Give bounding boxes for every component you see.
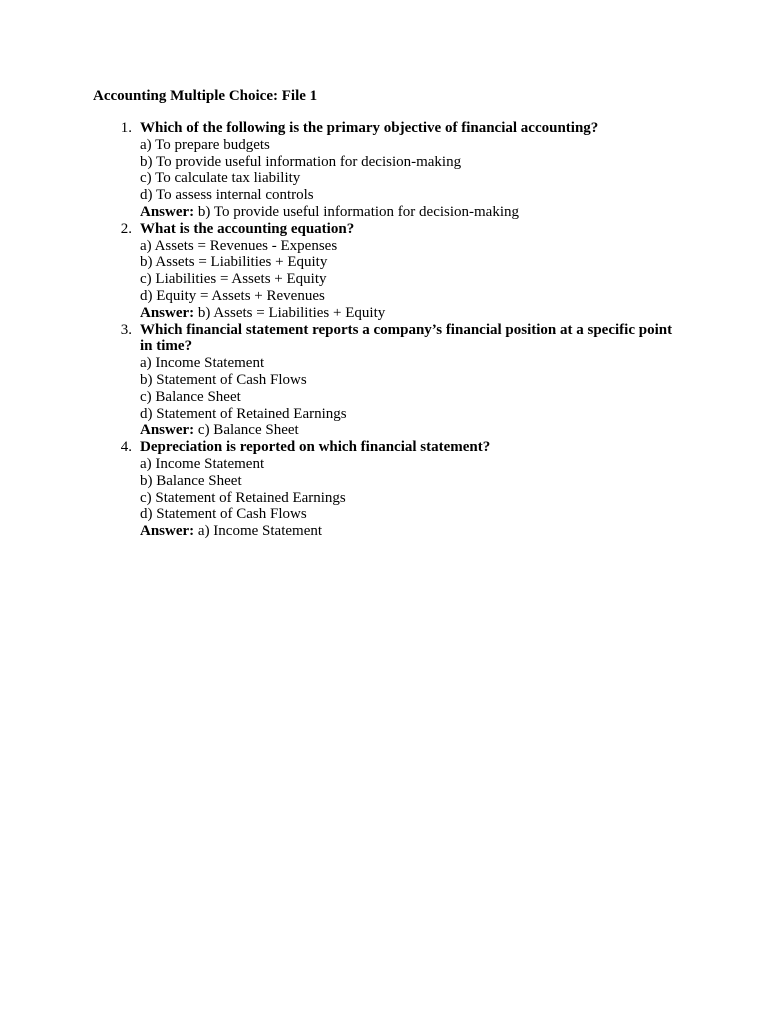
answer-label: Answer: xyxy=(140,422,195,439)
question-text: Which financial statement reports a company’s financial position at a specific point in time? xyxy=(140,321,673,355)
answer-line xyxy=(140,305,674,322)
question-text: What is the accounting equation? xyxy=(140,220,355,237)
option-d: d) Statement of Retained Earnings xyxy=(140,405,347,422)
answer-text: b) To provide useful information for decision-making xyxy=(197,203,520,220)
question-number: 1. xyxy=(120,120,132,136)
question-item-1 xyxy=(114,120,674,221)
answer-label: Answer: xyxy=(140,523,195,540)
answer-line xyxy=(140,204,674,221)
option-d: d) Statement of Cash Flows xyxy=(140,506,307,523)
question-number: 4. xyxy=(120,439,132,456)
option-b: b) To provide useful information for decision-making xyxy=(140,153,462,170)
option-b: b) Balance Sheet xyxy=(140,472,242,489)
document-title: Accounting Multiple Choice: File 1 xyxy=(93,88,318,104)
question-item-3 xyxy=(114,322,674,440)
answer-text: c) Balance Sheet xyxy=(197,422,299,439)
option-c: c) Liabilities = Assets + Equity xyxy=(140,271,327,288)
question-item-2 xyxy=(114,221,674,322)
option-a: a) Income Statement xyxy=(140,355,265,372)
question-number: 3. xyxy=(120,321,132,338)
answer-label: Answer: xyxy=(140,203,195,220)
question-text: Depreciation is reported on which financial statement? xyxy=(140,439,491,456)
option-a: a) To prepare budgets xyxy=(140,136,270,153)
answer-text: a) Income Statement xyxy=(197,523,323,540)
option-d: d) To assess internal controls xyxy=(140,187,314,204)
option-d: d) Equity = Assets + Revenues xyxy=(140,287,325,304)
question-text: Which of the following is the primary objective of financial accounting? xyxy=(140,120,599,136)
option-c: c) Statement of Retained Earnings xyxy=(140,489,346,506)
question-item-4 xyxy=(114,439,674,540)
option-c: c) To calculate tax liability xyxy=(140,170,301,187)
answer-line xyxy=(140,523,674,540)
option-a: a) Assets = Revenues - Expenses xyxy=(140,237,338,254)
option-a: a) Income Statement xyxy=(140,455,265,472)
answer-text: b) Assets = Liabilities + Equity xyxy=(197,304,386,321)
question-number: 2. xyxy=(120,220,132,237)
option-b: b) Statement of Cash Flows xyxy=(140,371,307,388)
question-list xyxy=(114,120,674,540)
answer-label: Answer: xyxy=(140,304,195,321)
option-c: c) Balance Sheet xyxy=(140,388,241,405)
option-b: b) Assets = Liabilities + Equity xyxy=(140,254,328,271)
answer-line xyxy=(140,422,674,439)
